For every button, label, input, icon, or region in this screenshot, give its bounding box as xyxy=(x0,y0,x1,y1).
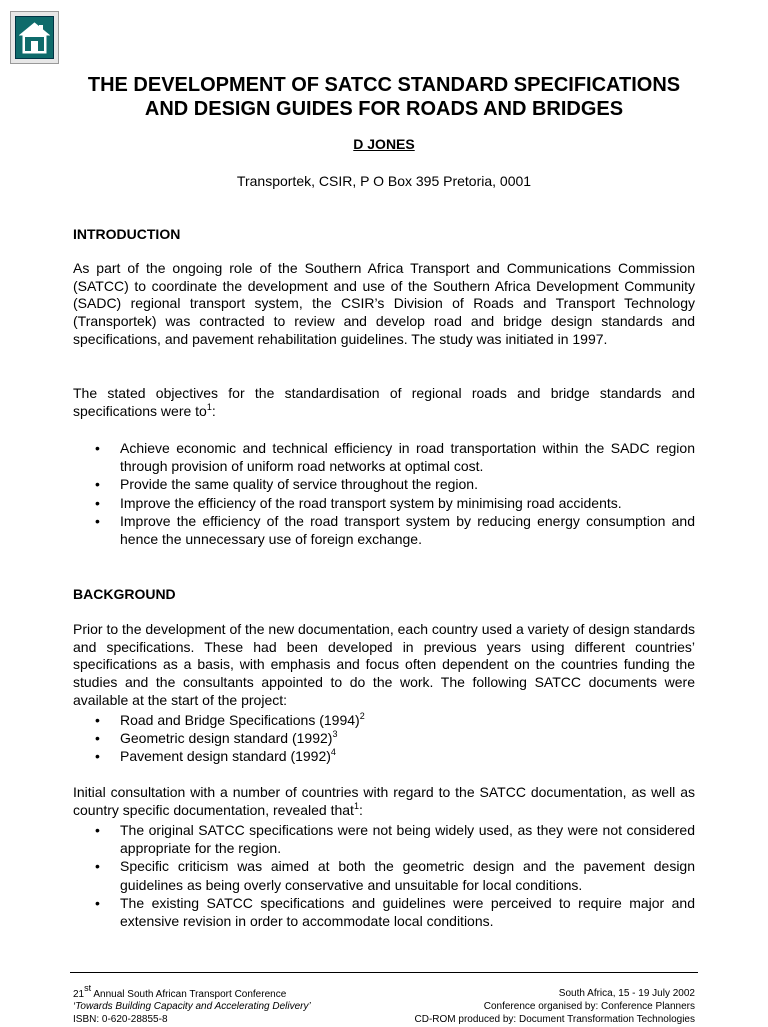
list-item: • The original SATCC specifications were not being widely used, as they were not considered appropriate for the region. xyxy=(73,821,695,857)
objectives-list xyxy=(73,439,695,548)
list-item-text: Geometric design standard (1992) xyxy=(120,730,333,747)
background-paragraph-1: Prior to the development of the new documentation, each country used a variety of design standards and specifications. These had been developed in previous years using different countries’ specifications as a basis, with emphasis and focus often dependent on the countries funding the studies and the consultants appointed to do the work. The following SATCC documents were available at the start of the project: xyxy=(73,621,695,708)
list-item: • Achieve economic and technical efficiency in road transportation within the SADC region through provision of uniform road networks at optimal cost. xyxy=(73,439,695,475)
list-item: • Provide the same quality of service throughout the region. xyxy=(73,475,695,493)
page-title-line-2: AND DESIGN GUIDES FOR ROADS AND BRIDGES xyxy=(144,98,624,120)
list-item xyxy=(73,747,695,765)
footnote-ref: 2 xyxy=(359,711,365,721)
list-item: • The existing SATCC specifications and guidelines were perceived to require major and extensive revision in order to accommodate local conditions. xyxy=(73,894,695,930)
background-paragraph-2 xyxy=(73,784,695,819)
footer-conference-name: Annual South African Transport Conference xyxy=(91,989,287,1000)
footnote-ref: 1 xyxy=(353,800,359,811)
background-paragraph-2-text: Initial consultation with a number of countries with regard to the SATCC documentation, as well as country specific documentation, revealed that xyxy=(73,784,695,818)
footer-divider xyxy=(70,972,698,973)
affiliation: Transportek, CSIR, P O Box 395 Pretoria, 0001 xyxy=(236,173,532,189)
list-item xyxy=(73,711,695,729)
author: D JONES xyxy=(353,136,415,152)
footer-dates: South Africa, 15 - 19 July 2002 xyxy=(558,988,695,999)
list-item: • Improve the efficiency of the road transport system by minimising road accidents. xyxy=(73,494,695,512)
footer-organiser: Conference organised by: Conference Planners xyxy=(483,1001,695,1012)
punctuation: : xyxy=(358,801,363,818)
footer-isbn: ISBN: 0-620-28855-8 xyxy=(73,1014,168,1025)
footer-theme: ‘Towards Building Capacity and Accelerating Delivery’ xyxy=(73,1001,311,1012)
list-item xyxy=(73,729,695,747)
findings-list xyxy=(73,821,695,930)
page-title-line-1: THE DEVELOPMENT OF SATCC STANDARD SPECIFICATIONS xyxy=(87,74,681,96)
footnote-ref: 3 xyxy=(332,729,338,740)
punctuation: : xyxy=(211,402,216,419)
list-item-text: Pavement design standard (1992) xyxy=(120,748,331,765)
footer-cdrom: CD-ROM produced by: Document Transformation Technologies xyxy=(414,1014,695,1025)
intro-paragraph-2 xyxy=(73,385,695,420)
list-item: • Specific criticism was aimed at both the geometric design and the pavement design guidelines as being overly conservative and unsuitable for local conditions. xyxy=(73,857,695,893)
footnote-ref: 1 xyxy=(206,401,212,412)
home-button[interactable] xyxy=(10,11,59,64)
ordinal-suffix: st xyxy=(84,983,92,993)
documents-list xyxy=(73,711,695,766)
intro-paragraph-2-text: The stated objectives for the standardisation of regional roads and bridge standards and specifications were to xyxy=(73,385,695,419)
home-icon xyxy=(15,16,54,59)
footer-conference-number: 21 xyxy=(73,989,85,1000)
background-heading: BACKGROUND xyxy=(73,586,176,602)
footnote-ref: 4 xyxy=(330,747,336,758)
intro-paragraph-1: As part of the ongoing role of the Southern Africa Transport and Communications Commission (SATCC) to coordinate the development and use of the Southern Africa Development Community (SADC) regional transport system, the CSIR’s Division of Roads and Transport Technology (Transportek) was contracted to review and develop road and bridge design standards and specifications, and pavement rehabilitation guidelines. The study was initiated in 1997. xyxy=(73,260,695,347)
list-item-text: Road and Bridge Specifications (1994) xyxy=(120,712,360,728)
list-item: • Improve the efficiency of the road transport system by reducing energy consumption and hence the unnecessary use of foreign exchange. xyxy=(73,512,695,548)
footer-conference xyxy=(73,983,287,1002)
introduction-heading: INTRODUCTION xyxy=(73,226,181,242)
